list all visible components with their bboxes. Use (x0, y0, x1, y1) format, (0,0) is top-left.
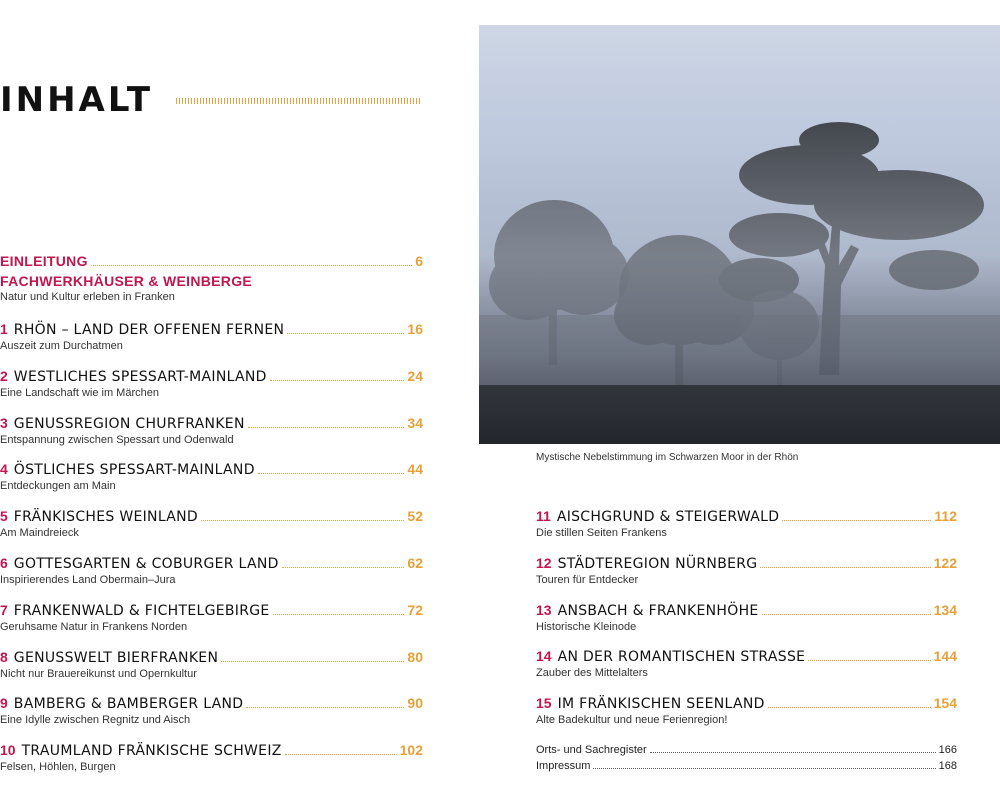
toc-entry-page: 62 (407, 555, 423, 571)
title-decorative-rule (176, 98, 420, 104)
dot-leader (201, 520, 404, 521)
toc-entry[interactable] (0, 649, 423, 680)
toc-right-column (536, 508, 957, 788)
toc-entry-number: 4 (0, 461, 8, 478)
toc-entry-number: 3 (0, 414, 8, 431)
toc-entry-number: 13 (536, 601, 552, 618)
toc-entry-subtitle: Entdeckungen am Main (0, 480, 116, 493)
dot-leader (287, 333, 404, 334)
toc-entry[interactable] (536, 648, 957, 679)
toc-entry-heading: STÄDTEREGION NÜRNBERG (557, 555, 758, 572)
toc-entry-heading: AN DER ROMANTISCHEN STRASSE (557, 649, 806, 666)
toc-entry-page: 90 (407, 695, 423, 712)
toc-entry-subtitle: Zauber des Mittelalters (536, 667, 648, 680)
toc-entry-subtitle: Eine Idylle zwischen Regnitz und Aisch (0, 714, 191, 727)
photo-caption: Mystische Nebelstimmung im Schwarzen Moor in der Rhön (536, 452, 799, 463)
cover-photo (479, 25, 1000, 444)
toc-entry-subtitle: Inspirierendes Land Obermain–Jura (0, 574, 176, 586)
dot-leader (273, 614, 405, 615)
toc-entry-page: 6 (415, 253, 423, 269)
register-entry[interactable] (536, 760, 957, 772)
toc-entry-page: 112 (934, 508, 957, 524)
toc-entry-page: 72 (407, 601, 423, 618)
toc-entry-heading: FRÄNKISCHES WEINLAND (13, 509, 198, 526)
dot-leader (221, 661, 404, 662)
toc-entry-heading: RHÖN – LAND DER OFFENEN FERNEN (13, 322, 285, 338)
toc-entry-subtitle: Eine Landschaft wie im Märchen (0, 386, 159, 399)
register-page: 168 (938, 760, 957, 772)
toc-entry-heading: GENUSSREGION CHURFRANKEN (13, 415, 245, 432)
toc-entry-subtitle: Touren für Entdecker (536, 573, 639, 586)
toc-entry-number: 5 (0, 508, 8, 525)
register-entry[interactable] (536, 744, 957, 756)
page-title: INHALT (0, 80, 154, 120)
toc-entry-subtitle: Am Maindreieck (0, 527, 79, 540)
toc-entry-page: 134 (933, 601, 957, 618)
toc-entry-page: 122 (933, 554, 957, 571)
dot-leader (593, 768, 935, 769)
register-label: Impressum (536, 760, 591, 772)
dot-leader (650, 752, 936, 753)
toc-entry[interactable] (0, 695, 423, 726)
toc-entry-heading: WESTLICHES SPESSART-MAINLAND (13, 368, 267, 385)
toc-entry-subtitle: Geruhsame Natur in Frankens Norden (0, 620, 188, 633)
toc-entry[interactable] (536, 695, 957, 726)
toc-entry-subtitle: Die stillen Seiten Frankens (536, 527, 667, 539)
toc-entry-number: 11 (536, 508, 551, 524)
toc-entry-heading: ÖSTLICHES SPESSART-MAINLAND (13, 462, 255, 479)
toc-left-column (0, 253, 423, 783)
toc-entry-subtitle: Felsen, Höhlen, Burgen (0, 761, 116, 774)
dot-leader (246, 707, 404, 708)
dot-leader (808, 660, 930, 661)
misty-trees-image (479, 25, 1000, 444)
dot-leader (760, 567, 930, 568)
dot-leader (248, 427, 405, 428)
toc-entry-heading: BAMBERG & BAMBERGER LAND (13, 696, 244, 713)
dot-leader (91, 265, 412, 266)
toc-entry[interactable] (536, 555, 957, 586)
toc-entry-heading: AISCHGRUND & STEIGERWALD (556, 509, 780, 525)
toc-entry[interactable] (0, 461, 423, 492)
dot-leader (768, 707, 931, 708)
dot-leader (285, 754, 397, 755)
toc-entry-number: 6 (0, 555, 8, 571)
dot-leader (762, 614, 931, 615)
toc-entry-page: 24 (407, 367, 423, 384)
toc-entry-heading: GOTTESGARTEN & COBURGER LAND (13, 556, 279, 572)
toc-entry-heading: GENUSSWELT BIERFRANKEN (13, 649, 219, 666)
toc-entry[interactable] (0, 555, 423, 586)
toc-entry-page: 34 (407, 414, 423, 431)
toc-entry-intro[interactable] (0, 253, 423, 303)
toc-entry-subtitle: Auszeit zum Durchatmen (0, 340, 123, 352)
toc-entry-subheading: FACHWERKHÄUSER & WEINBERGE (0, 273, 253, 289)
toc-entry-number: 9 (0, 695, 8, 712)
toc-entry-page: 80 (407, 648, 423, 665)
toc-entry-page: 44 (407, 461, 423, 478)
register-page: 166 (938, 744, 957, 756)
toc-entry-heading: TRAUMLAND FRÄNKISCHE SCHWEIZ (21, 743, 282, 760)
toc-entry-number: 15 (536, 695, 552, 712)
toc-entry-page: 16 (407, 321, 423, 337)
toc-entry-heading: IM FRÄNKISCHEN SEENLAND (557, 696, 765, 713)
toc-entry-page: 102 (399, 742, 423, 759)
toc-entry[interactable] (0, 602, 423, 633)
toc-entry-number: 12 (536, 554, 552, 571)
toc-entry[interactable] (536, 602, 957, 633)
toc-entry[interactable] (0, 321, 423, 352)
toc-entry-subtitle: Alte Badekultur und neue Ferienregion! (536, 714, 728, 727)
toc-entry-page: 154 (933, 695, 957, 712)
toc-entry-subtitle: Historische Kleinode (536, 620, 637, 633)
toc-entry-subtitle: Nicht nur Brauereikunst und Opernkultur (0, 667, 197, 680)
toc-entry[interactable] (0, 742, 423, 773)
dot-leader (282, 567, 405, 568)
toc-entry-heading: FRANKENWALD & FICHTELGEBIRGE (13, 602, 270, 619)
toc-entry-number: 2 (0, 367, 8, 384)
dot-leader (258, 473, 405, 474)
toc-entry-number: 10 (0, 742, 16, 759)
dot-leader (782, 520, 931, 521)
toc-entry[interactable] (0, 368, 423, 399)
register-label: Orts- und Sachregister (536, 744, 647, 756)
toc-entry-subtitle: Natur und Kultur erleben in Franken (0, 291, 175, 303)
toc-entry-number: 7 (0, 601, 8, 618)
toc-entry-number: 14 (536, 648, 552, 665)
toc-entry-page: 52 (407, 508, 423, 525)
toc-entry[interactable] (536, 508, 957, 539)
toc-entry[interactable] (0, 415, 423, 446)
toc-entry-number: 1 (0, 321, 8, 337)
toc-entry-number: 8 (0, 648, 8, 665)
dot-leader (270, 380, 405, 381)
toc-entry-page: 144 (933, 648, 957, 665)
toc-entry-heading: EINLEITUNG (0, 253, 88, 269)
toc-entry-heading: ANSBACH & FRANKENHÖHE (557, 602, 759, 619)
toc-entry[interactable] (0, 508, 423, 539)
toc-entry-subtitle: Entspannung zwischen Spessart und Odenwald (0, 433, 234, 446)
